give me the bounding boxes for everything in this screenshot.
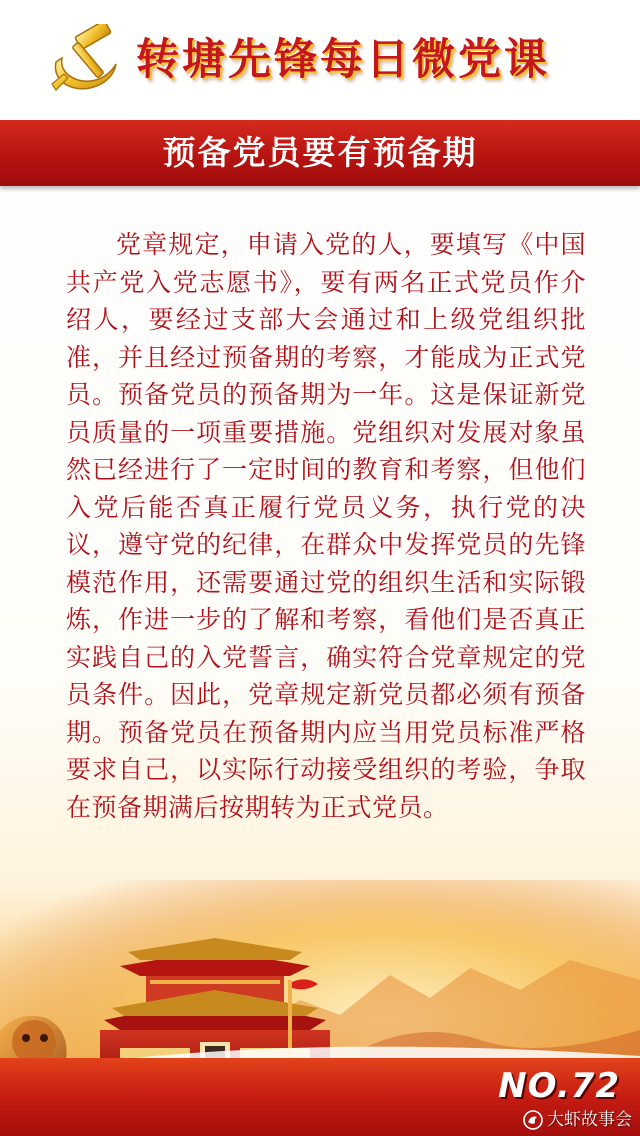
hammer-and-sickle-icon bbox=[46, 24, 124, 94]
header bbox=[0, 0, 640, 118]
watermark-text: 大虾故事会 bbox=[547, 1110, 632, 1130]
shrimp-logo-icon bbox=[523, 1110, 543, 1130]
article-text: 党章规定，申请入党的人，要填写《中国共产党入党志愿书》，要有两名正式党员作介绍人，要经过支部大会通过和上级党组织批准，并且经过预备期的考察，才能成为正式党员。预备党员的预备期为一年。这是保证新党员质量的一项重要措施。党组织对发展对象虽然已经进行了一定时间的教育和考察，但他们入党后能否真正履行党员义务，执行党的决议，遵守党的纪律，在群众中发挥党员的先锋模范作用，还需要通过党的组织生活和实际锻炼，作进一步的了解和考察，看他们是否真正实践自己的入党誓言，确实符合党章规定的党员条件。因此，党章规定新党员都必须有预备期。预备党员在预备期内应当用党员标准严格要求自己，以实际行动接受组织的考验，争取在预备期满后按期转为正式党员。 bbox=[66, 230, 586, 822]
title-banner bbox=[0, 120, 640, 186]
page-title: 转塘先锋每日微党课 bbox=[136, 35, 550, 85]
banner-title: 预备党员要有预备期 bbox=[162, 133, 478, 172]
watermark bbox=[523, 1108, 632, 1132]
issue-number: NO.72 bbox=[498, 1066, 620, 1106]
